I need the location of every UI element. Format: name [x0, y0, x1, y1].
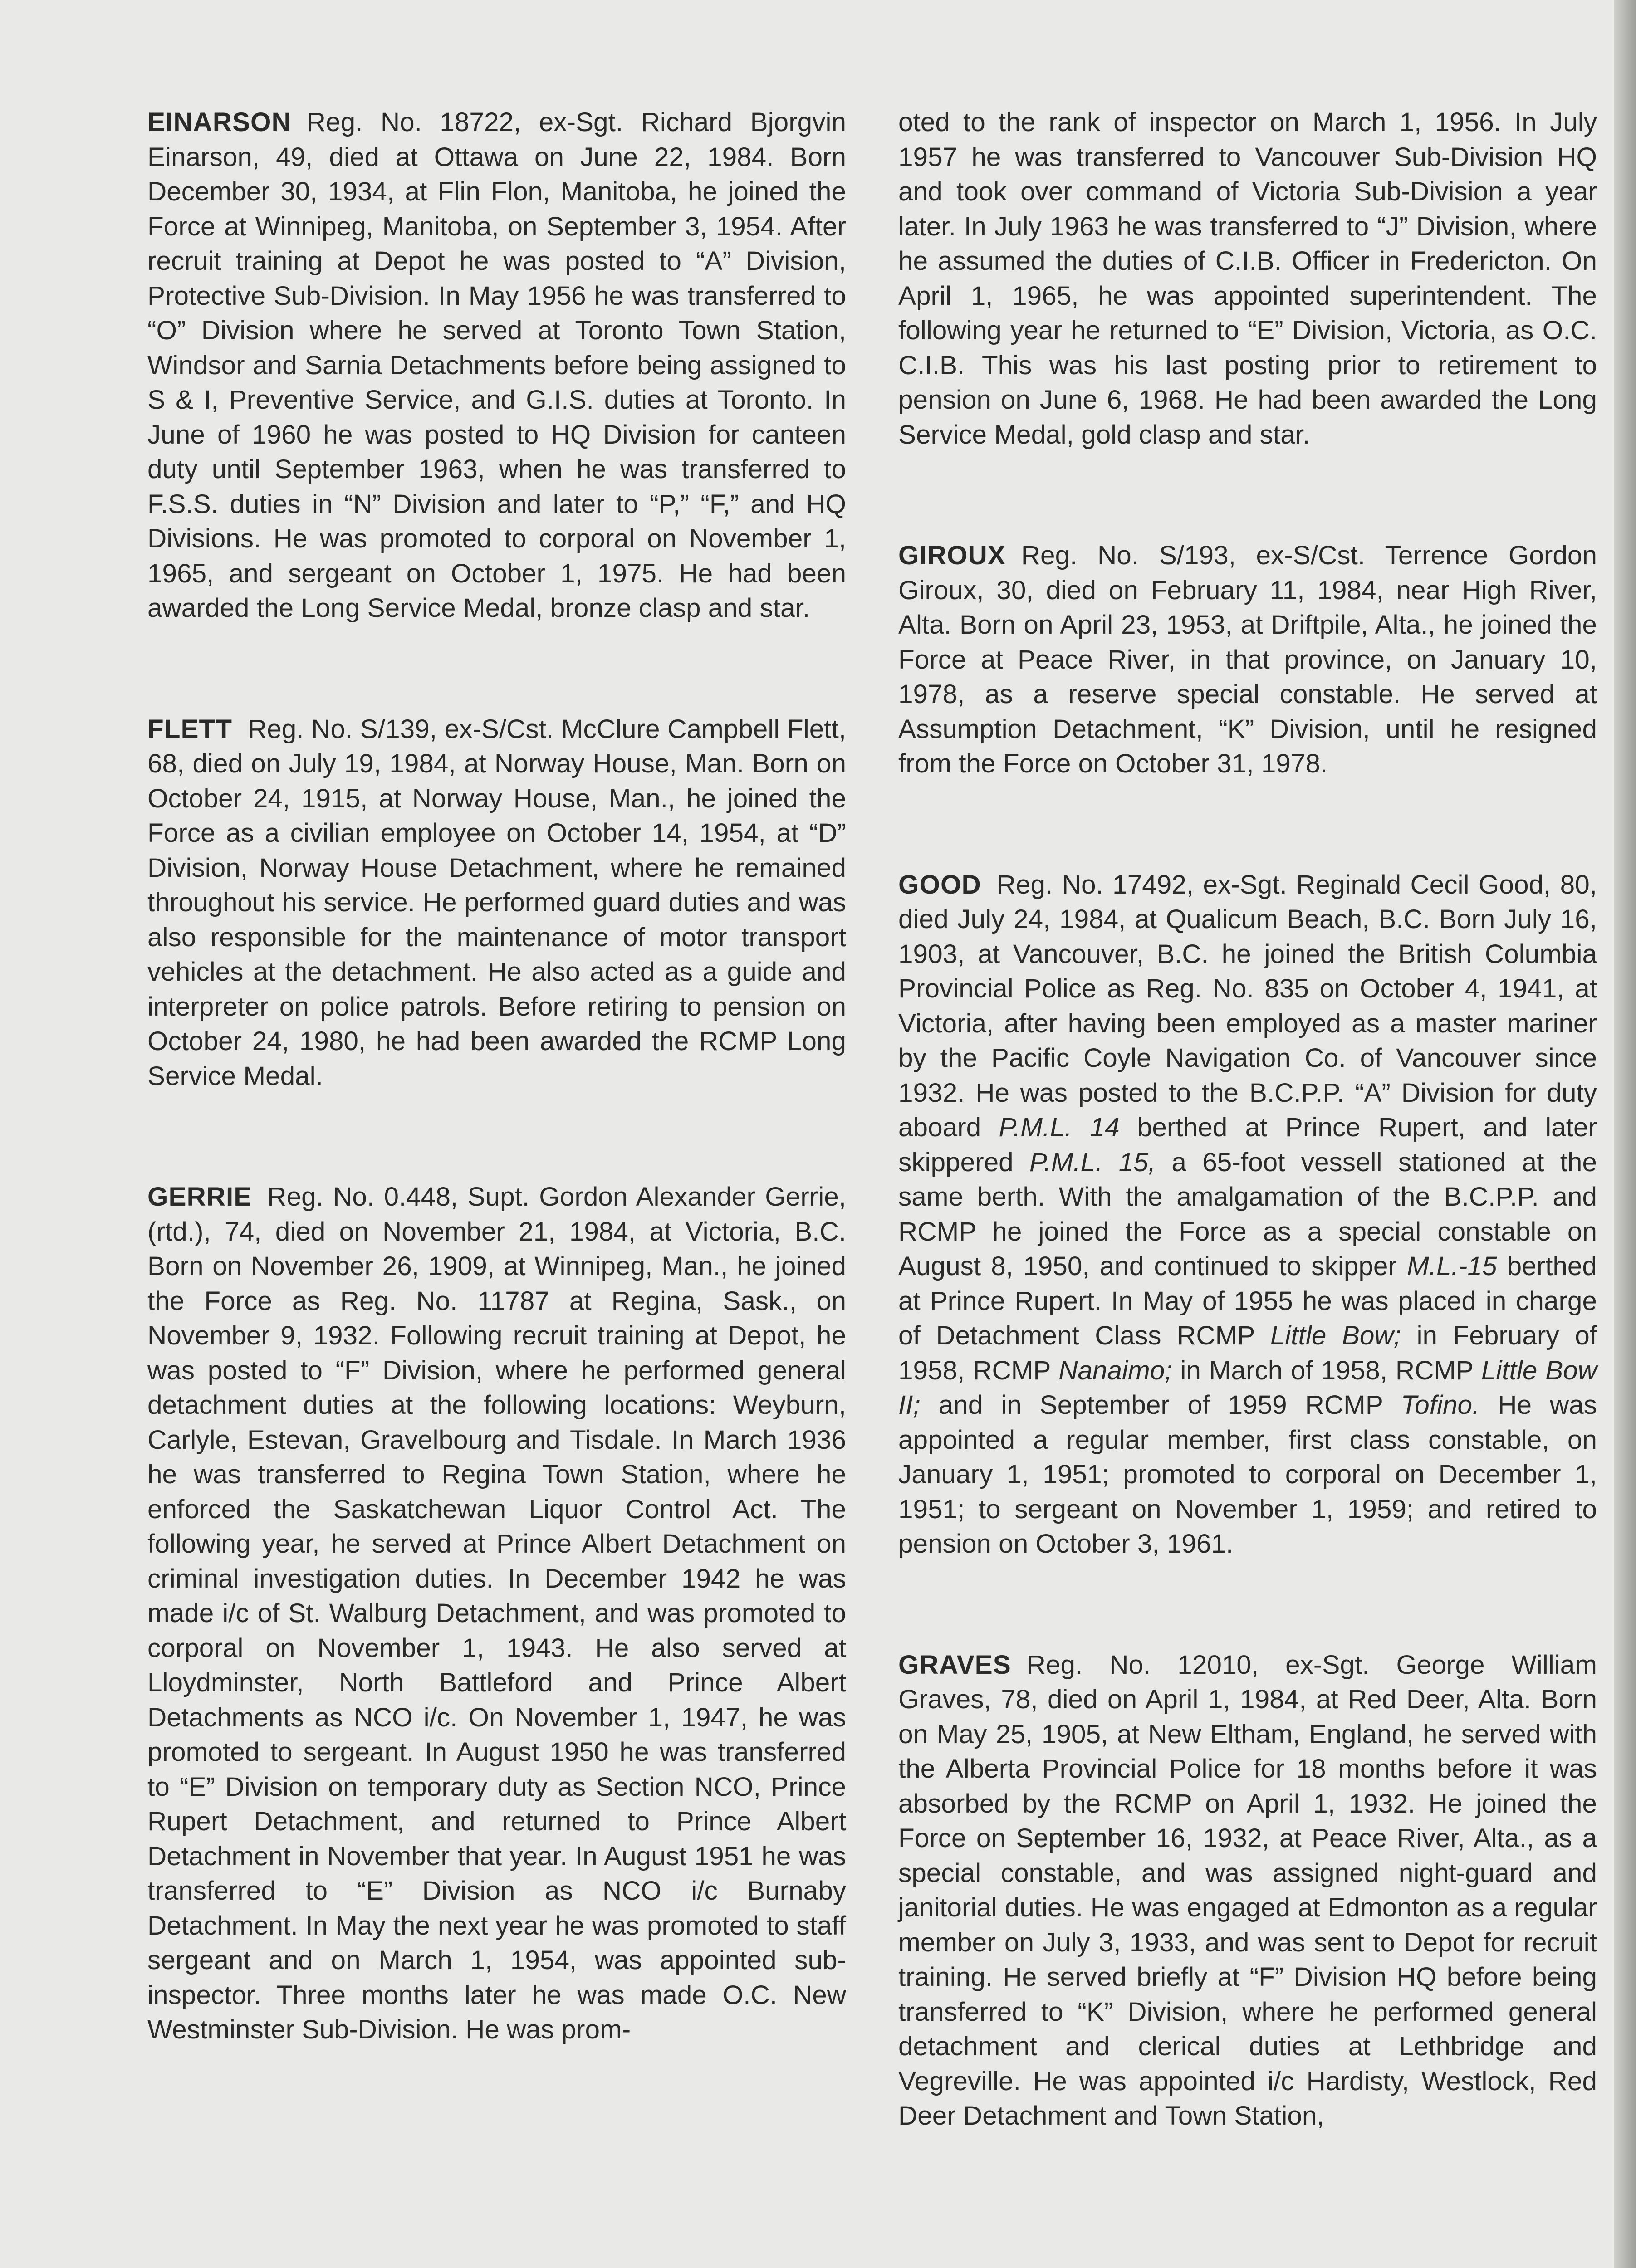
vessel-name: Tofino. [1401, 1390, 1480, 1420]
obituary-text: a 65-foot vessell stationed at the same berth. With the amalgamation of the B.C.P.P. and RCMP he joined the Force as a special constable on August 8, 1950, and continued to skipper [898, 1147, 1597, 1281]
obituary-name: GRAVES [898, 1650, 1011, 1680]
vessel-name: M.L.-15 [1407, 1251, 1497, 1281]
obituary-text: Reg. No. 0.448, Supt. Gordon Alexander Gerrie, (rtd.), 74, died on November 21, 1984, at Victoria, B.C. Born on November 26, 1909, at Winnipeg, Man., he joined the Force as Reg. No. 11787 at Regina, Sask., on November 9, 1932. Following recruit training at Depot, he was posted to “F” Division, where he performed general detachment duties at the following locations: Weyburn, Carlyle, Estevan, Gravelbourg and Tisdale. In March 1936 he was transferred to Regina Town Station, where he enforced the Saskatchewan Liquor Control Act. The following year, he served at Prince Albert Detachment on criminal investigation duties. In December 1942 he was made i/c of St. Walburg Detachment, and was promoted to corporal on November 1, 1943. He also served at Lloydminster, North Battleford and Prince Albert Detachments as NCO i/c. On November 1, 1947, he was promoted to sergeant. In August 1950 he was transferred to “E” Division on temporary duty as Section NCO, Prince Rupert Detachment, and returned to Prince Albert Detachment in November that year. In August 1951 he was transferred to “E” Division as NCO i/c Burnaby Detachment. In May the next year he was promoted to staff sergeant and on March 1, 1954, was appointed sub-inspector. Three months later he was made O.C. New Westminster Sub-Division. He was prom- [147, 1182, 846, 2044]
obituary-text: in March of 1958, RCMP [1180, 1355, 1474, 1385]
vessel-name: Nanaimo; [1058, 1355, 1172, 1385]
obituary-text-continued: oted to the rank of inspector on March 1, 1956. In July 1957 he was transferred to Vancouver Sub-Division HQ and took over command of Victoria Sub-Division a year later. In July 1963 he was transferred to “J” Division, where he assumed the duties of C.I.B. Officer in Fredericton. On April 1, 1965, he was appointed superintendent. The following year he returned to “E” Division, Victoria, as O.C. C.I.B. This was his last posting prior to retirement to pension on June 6, 1968. He had been awarded the Long Service Medal, gold clasp and star. [898, 108, 1597, 450]
left-column [147, 105, 846, 2048]
obituary-text: Reg. No. 18722, ex-Sgt. Richard Bjorgvin Einarson, 49, died at Ottawa on June 22, 1984. Born December 30, 1934, at Flin Flon, Manitoba, he joined the Force at Winnipeg, Manitoba, on September 3, 1954. After recruit training at Depot he was posted to “A” Division, Protective Sub-Division. In May 1956 he was transferred to “O” Division where he served at Toronto Town Station, Windsor and Sarnia Detachments before being assigned to S & I, Preventive Service, and G.I.S. duties at Toronto. In June of 1960 he was posted to HQ Division for canteen duty until September 1963, when he was transferred to F.S.S. duties in “N” Division and later to “P,” “F,” and HQ Divisions. He was promoted to corporal on November 1, 1965, and sergeant on October 1, 1975. He had been awarded the Long Service Medal, bronze clasp and star. [147, 108, 846, 623]
obituary-text: Reg. No. 12010, ex-Sgt. George William Graves, 78, died on April 1, 1984, at Red Deer, Alta. Born on May 25, 1905, at New Eltham, England, he served with the Alberta Provincial Police for 18 months before it was absorbed by the RCMP on April 1, 1932. He joined the Force on September 16, 1932, at Peace River, Alta., as a special constable, and was assigned night-guard and janitorial duties. He was engaged at Edmonton as a regular member on July 3, 1933, and was sent to Depot for recruit training. He served briefly at “F” Division HQ before being transferred to “K” Division, where he performed general detachment and clerical duties at Lethbridge and Vegreville. He was appointed i/c Hardisty, Westlock, Red Deer Detachment and Town Station, [898, 1650, 1597, 2131]
obituary-text: berthed at Prince Rupert, and later skippered [898, 1113, 1597, 1177]
obituary-name: EINARSON [147, 108, 291, 137]
obituary-name: GERRIE [147, 1182, 252, 1212]
obituary-text: Reg. No. 17492, ex-Sgt. Reginald Cecil Good, 80, died July 24, 1984, at Qualicum Beach, B.C. Born July 16, 1903, at Vancouver, B.C. he joined the British Columbia Provincial Police as Reg. No. 835 on October 4, 1941, at Victoria, after having been employed as a master mariner by the Pacific Coyle Navigation Co. of Vancouver since 1932. He was posted to the B.C.P.P. “A” Division for duty aboard [898, 870, 1597, 1142]
obituary-text: in February of 1958, RCMP [898, 1321, 1597, 1385]
vessel-name: Little Bow; [1270, 1321, 1401, 1350]
obituary-name: GIROUX [898, 541, 1006, 570]
obituary-good [898, 868, 1597, 1562]
obituary-giroux [898, 538, 1597, 782]
obituary-text: and in September of 1959 RCMP [938, 1390, 1383, 1420]
obituary-gerrie-continued [898, 105, 1597, 452]
obituary-flett [147, 712, 846, 1094]
obituary-name: FLETT [147, 714, 232, 744]
vessel-name: Little Bow II; [898, 1355, 1597, 1420]
vessel-name: P.M.L. 15, [1029, 1147, 1156, 1177]
obituary-graves [898, 1648, 1597, 2134]
obituary-text: He was appointed a regular member, first class constable, on January 1, 1951; promoted to corporal on December 1, 1951; to sergeant on November 1, 1959; and retired to pension on October 3, 1961. [898, 1390, 1597, 1559]
obituary-name: GOOD [898, 870, 981, 899]
vessel-name: P.M.L. 14 [999, 1113, 1120, 1142]
obituary-gerrie [147, 1180, 846, 2048]
obituary-text: berthed at Prince Rupert. In May of 1955 he was placed in charge of Detachment Class RCMP [898, 1251, 1597, 1350]
page-edge-shadow [1614, 0, 1636, 2268]
obituary-text: Reg. No. S/139, ex-S/Cst. McClure Campbell Flett, 68, died on July 19, 1984, at Norway House, Man. Born on October 24, 1915, at Norway House, Man., he joined the Force as a civilian employee on October 14, 1954, at “D” Division, Norway House Detachment, where he remained throughout his service. He performed guard duties and was also responsible for the maintenance of motor transport vehicles at the detachment. He also acted as a guide and interpreter on police patrols. Before retiring to pension on October 24, 1980, he had been awarded the RCMP Long Service Medal. [147, 714, 846, 1091]
obituary-text: Reg. No. S/193, ex-S/Cst. Terrence Gordon Giroux, 30, died on February 11, 1984, near High River, Alta. Born on April 23, 1953, at Driftpile, Alta., he joined the Force at Peace River, in that province, on January 10, 1978, as a reserve special constable. He served at Assumption Detachment, “K” Division, until he resigned from the Force on October 31, 1978. [898, 541, 1597, 778]
obituary-einarson [147, 105, 846, 626]
right-column [898, 105, 1597, 2134]
